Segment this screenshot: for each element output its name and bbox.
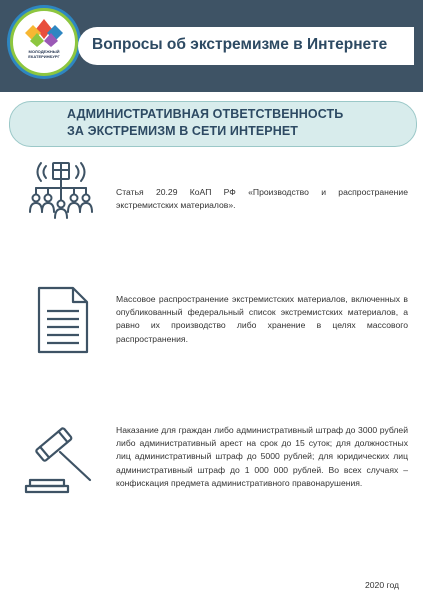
network-people-icon [26,160,96,226]
banner-title-line-1: АДМИНИСТРАТИВНАЯ ОТВЕТСТВЕННОСТЬ [67,107,344,121]
section-3-text: Наказание для граждан либо административный штраф до 3000 рублей либо административный арест на срок до 15 суток; для должностных лиц административный штраф до 5000 рублей; для юридических лиц административный штраф до 1 000 000 рублей. Во всех случаях – конфискация предмета административного правонарушения. [116,425,408,488]
banner-title-line-2: ЗА ЭКСТРЕМИЗМ В СЕТИ ИНТЕРНЕТ [67,124,299,138]
page-title: Вопросы об экстремизме в Интернете [92,36,388,53]
logo [10,8,78,76]
section-1-text: Статья 20.29 КоАП РФ «Производство и распространение экстремистских материалов». [116,187,408,211]
logo-text: МОЛОДЕЖНЫЙ ЕКАТЕРИНБУРГ [28,49,60,59]
footer-year: 2020 год [365,580,400,590]
document-icon [36,285,90,355]
section-2-text: Массовое распространение экстремистских материалов, включенных в опубликованный федеральный список экстремистских материалов, а равно их производство либо хранение в целях массового распространения. [116,294,408,344]
logo-mark-icon [13,11,75,73]
gavel-icon [24,424,98,494]
